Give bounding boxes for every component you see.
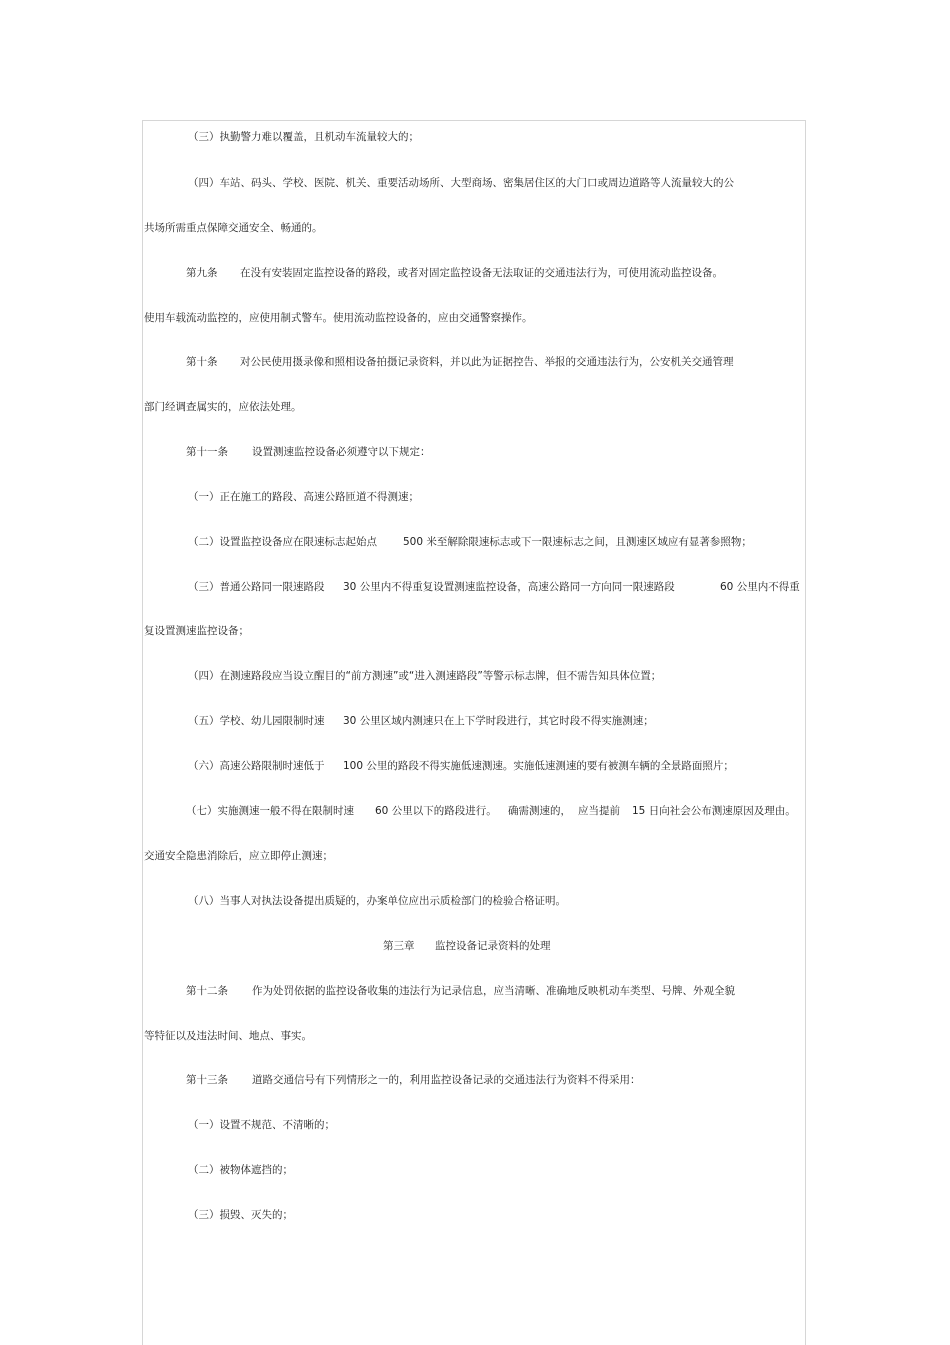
rule-3-continuation: 复设置测速监控设备； (144, 625, 249, 637)
rule-8-line: （八）当事人对执法设备提出质疑的，办案单位应出示质检部门的检验合格证明。 (188, 895, 566, 907)
article-10-text: 对公民使用摄录像和照相设备拍摄记录资料，并以此为证据控告、举报的交通违法行为，公安机关交通管理 (240, 356, 734, 368)
article-12-heading: 第十二条 (186, 985, 228, 997)
signal-case-3: （三）损毁、灭失的； (188, 1209, 293, 1221)
rule-6-line-b: 100 公里的路段不得实施低速测速。实施低速测速的要有被测车辆的全景路面照片； (343, 760, 734, 772)
rule-1-line: （一）正在施工的路段、高速公路匝道不得测速； (188, 491, 419, 503)
document-page (142, 120, 806, 1345)
clause-4-line: （四）车站、码头、学校、医院、机关、重要活动场所、大型商场、密集居住区的大门口或周边道路等人流量较大的公 (188, 177, 734, 189)
article-9-text: 在没有安装固定监控设备的路段，或者对固定监控设备无法取证的交通违法行为，可使用流动监控设备。 (240, 267, 723, 279)
rule-7-line-c: 确需测速的， (508, 805, 571, 817)
article-13-text: 道路交通信号有下列情形之一的，利用监控设备记录的交通违法行为资料不得采用： (252, 1074, 641, 1086)
clause-3-line: （三）执勤警力难以覆盖，且机动车流量较大的； (188, 131, 419, 143)
rule-6-line-a: （六）高速公路限制时速低于 (188, 760, 325, 772)
article-11-heading: 第十一条 (186, 446, 228, 458)
clause-4-continuation: 共场所需重点保障交通安全、畅通的。 (144, 222, 323, 234)
rule-7-line-b: 60 公里以下的路段进行。 (375, 805, 497, 817)
signal-case-2: （二）被物体遮挡的； (188, 1164, 293, 1176)
rule-5-line-a: （五）学校、幼儿园限制时速 (188, 715, 325, 727)
chapter-3-title: 监控设备记录资料的处理 (435, 940, 551, 952)
rule-3-line-a: （三）普通公路同一限速路段 (188, 581, 325, 593)
article-10-continuation: 部门经调查属实的，应依法处理。 (144, 401, 302, 413)
chapter-3-label: 第三章 (383, 940, 415, 952)
article-9-continuation: 使用车载流动监控的，应使用制式警车。使用流动监控设备的，应由交通警察操作。 (144, 312, 533, 324)
rule-3-line-c: 60 公里内不得重 (720, 581, 800, 593)
rule-2-line-b: 500 米至解除限速标志或下一限速标志之间，且测速区域应有显著参照物； (403, 536, 752, 548)
rule-7-line-e: 15 日向社会公布测速原因及理由。 (632, 805, 796, 817)
article-12-text: 作为处罚依据的监控设备收集的违法行为记录信息，应当清晰、准确地反映机动车类型、号牌、外观全貌 (252, 985, 735, 997)
rule-7-line-a: （七）实施测速一般不得在限制时速 (186, 805, 354, 817)
article-11-text: 设置测速监控设备必须遵守以下规定： (252, 446, 431, 458)
article-13-heading: 第十三条 (186, 1074, 228, 1086)
article-12-continuation: 等特征以及违法时间、地点、事实。 (144, 1030, 312, 1042)
rule-7-line-d: 应当提前 (578, 805, 620, 817)
article-9-heading: 第九条 (186, 267, 218, 279)
rule-2-line-a: （二）设置监控设备应在限速标志起始点 (188, 536, 377, 548)
rule-7-continuation: 交通安全隐患消除后，应立即停止测速； (144, 850, 333, 862)
article-10-heading: 第十条 (186, 356, 218, 368)
rule-3-line-b: 30 公里内不得重复设置测速监控设备，高速公路同一方向同一限速路段 (343, 581, 675, 593)
rule-4-line: （四）在测速路段应当设立醒目的“前方测速”或“进入测速路段”等警示标志牌，但不需告知具体位置； (188, 670, 662, 682)
rule-5-line-b: 30 公里区域内测速只在上下学时段进行，其它时段不得实施测速； (343, 715, 654, 727)
signal-case-1: （一）设置不规范、不清晰的； (188, 1119, 335, 1131)
